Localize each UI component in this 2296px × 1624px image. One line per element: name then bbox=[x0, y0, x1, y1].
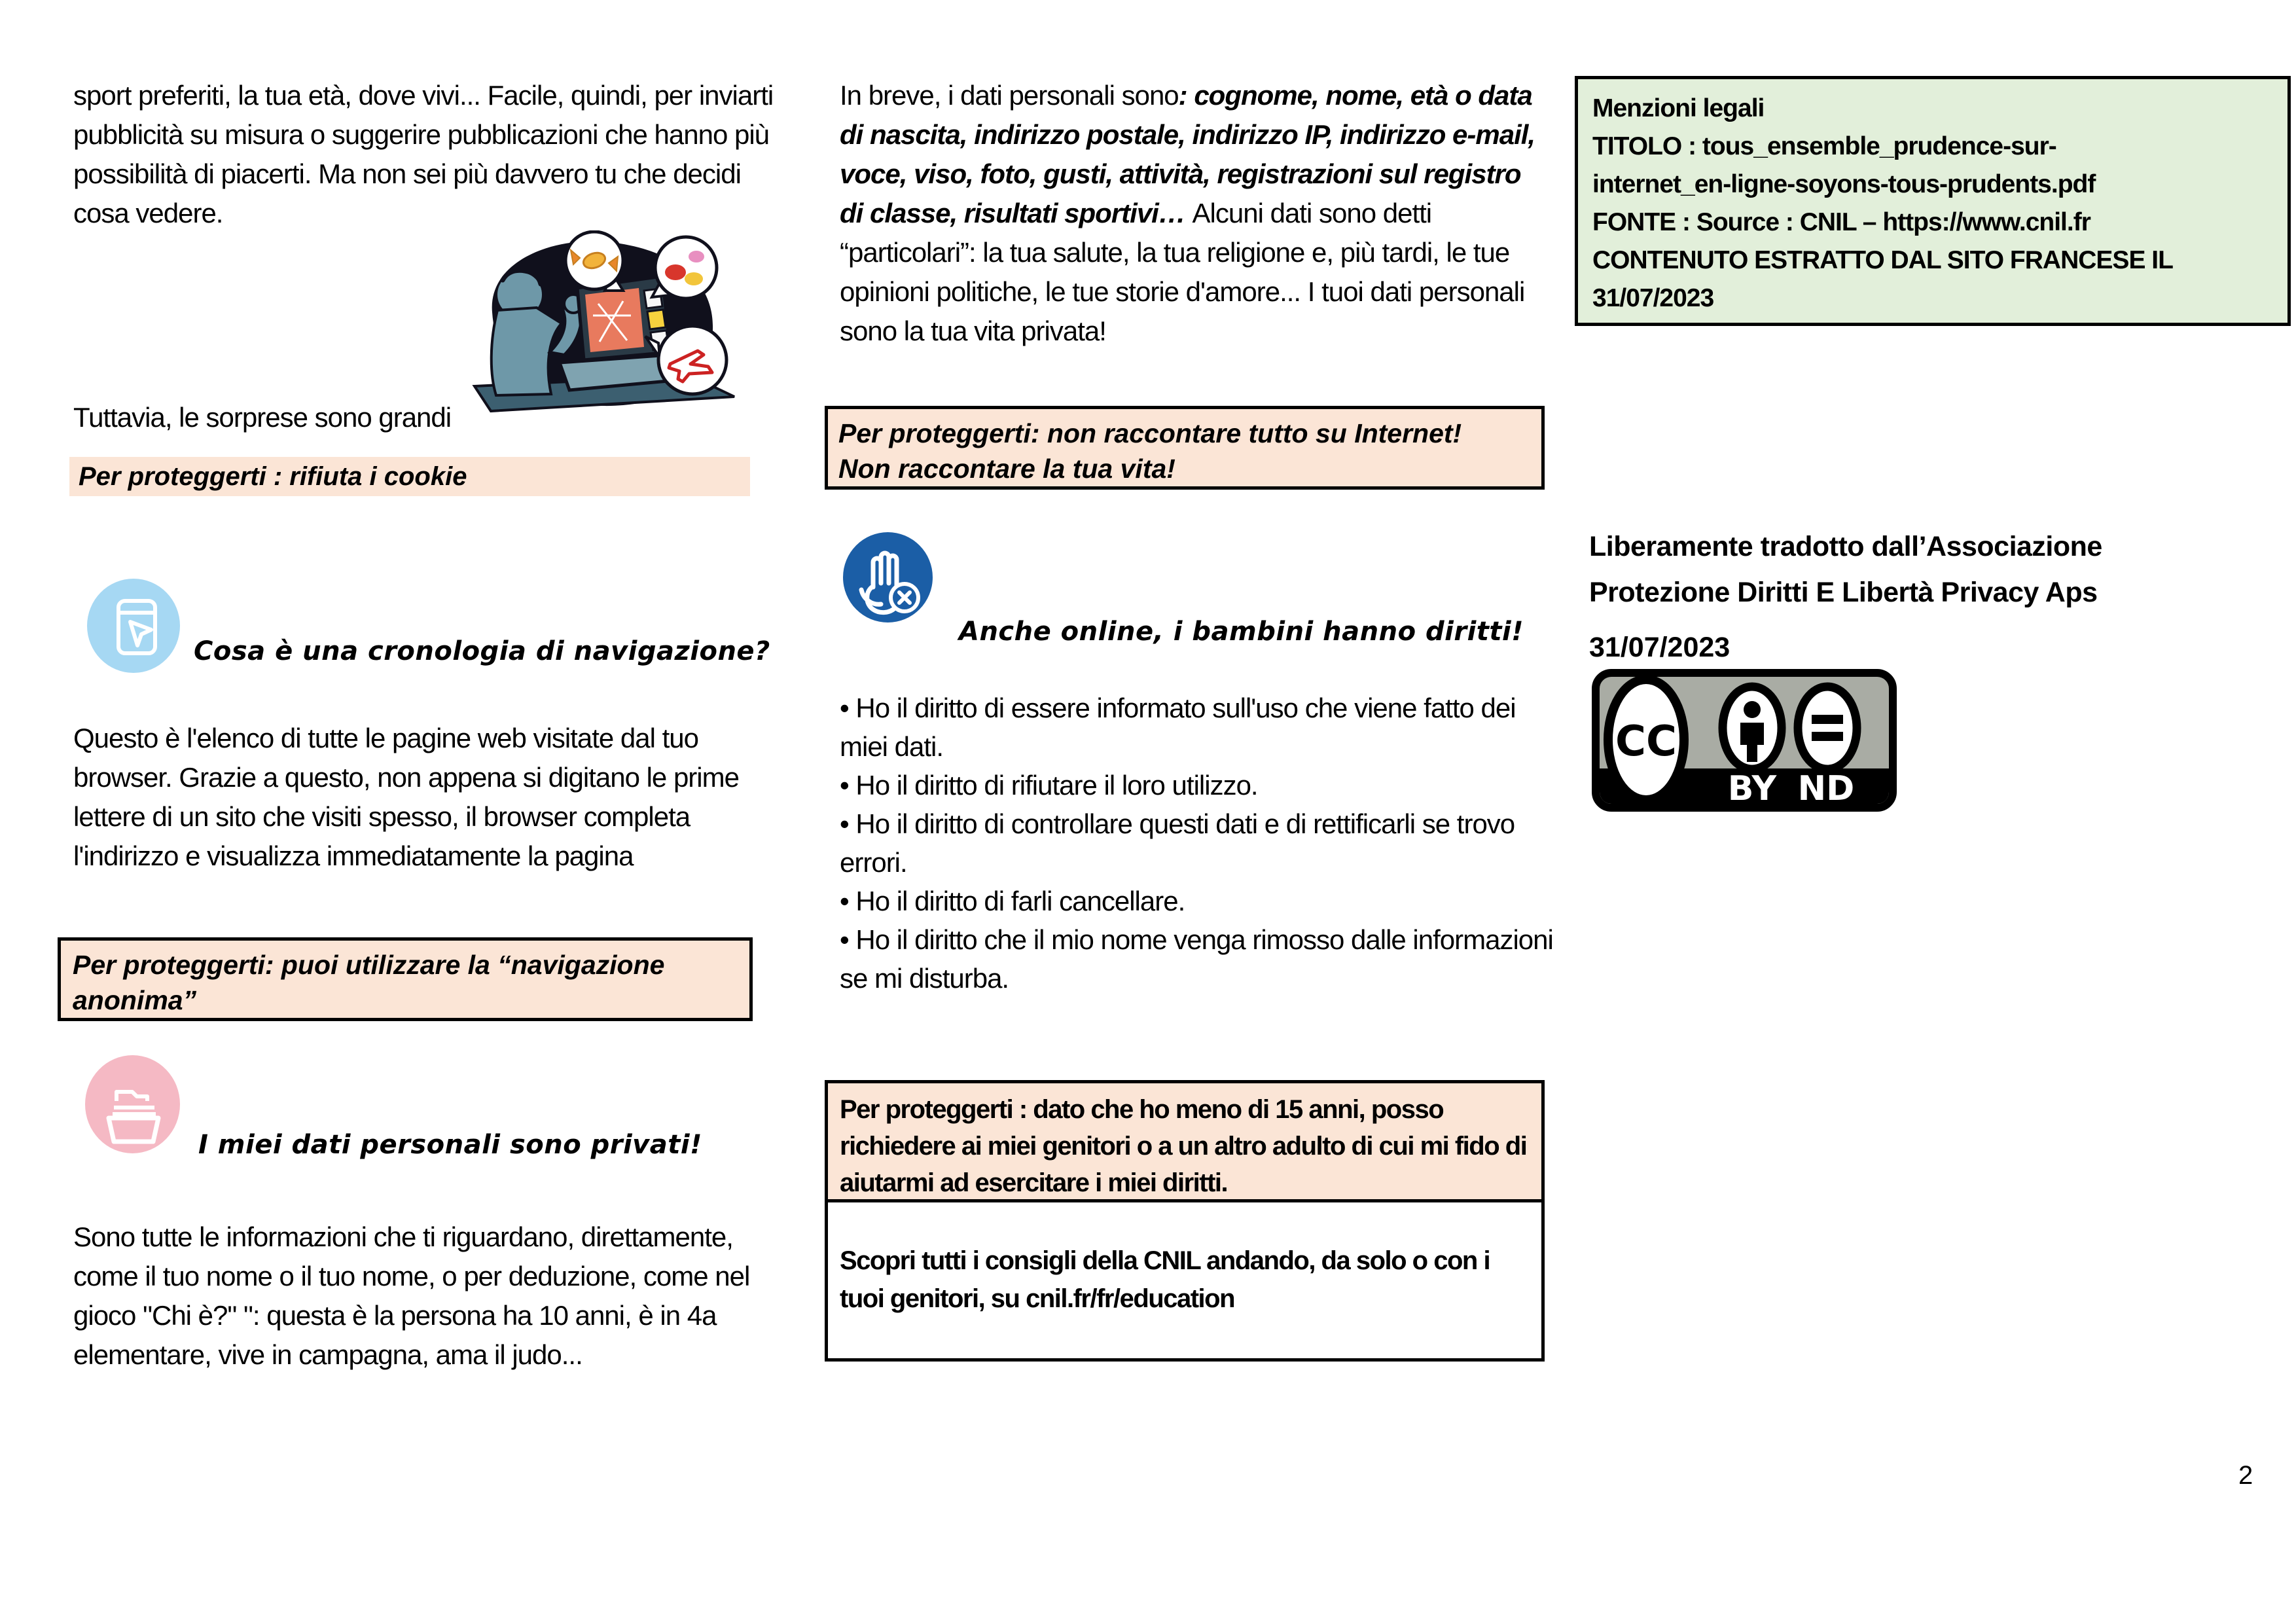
badge-by-label: BY bbox=[1727, 769, 1777, 808]
para-bold-data-types: : cognome, nome, età o data di nascita, indirizzo postale, indirizzo IP, indirizzo e-mail, voce, viso, foto, gusti, attività, registrazioni sul registro di classe, risultati sportivi… bbox=[840, 80, 1535, 228]
para-regular-intro: In breve, i dati personali sono bbox=[840, 80, 1179, 111]
tip-dont-tell-all-line1: Per proteggerti: non raccontare tutto su Internet! bbox=[838, 418, 1462, 448]
heading-children-rights: Anche online, i bambini hanno diritti! bbox=[959, 617, 1524, 647]
personal-data-folder-icon bbox=[85, 1055, 180, 1153]
cnil-advice-box: Scopri tutti i consigli della CNIL andando, da solo o con i tuoi genitori, su cnil.fr/fr/education bbox=[825, 1199, 1545, 1362]
laptop-ads-illustration-svg bbox=[452, 230, 736, 422]
tip-dont-tell-all-line2: Non raccontare la tua vita! bbox=[838, 454, 1175, 484]
legal-mentions-box bbox=[1575, 76, 2291, 326]
right-item-refuse: • Ho il diritto di rifiutare il loro utilizzo. bbox=[840, 770, 1258, 801]
badge-nd-label: ND bbox=[1797, 769, 1855, 808]
right-item-delete: • Ho il diritto di farli cancellare. bbox=[840, 886, 1185, 916]
legal-line-title: Menzioni legali bbox=[1592, 94, 1765, 122]
translation-note bbox=[1589, 524, 2270, 615]
right-item-remove-name: • Ho il diritto che il mio nome venga rimosso dalle informazioni se mi disturba. bbox=[840, 924, 1553, 994]
caption-surprises: Tuttavia, le sorprese sono grandi bbox=[73, 402, 452, 433]
children-rights-list bbox=[840, 689, 1556, 998]
tip-anonymous-browsing-box bbox=[58, 937, 753, 1021]
legal-line-source: FONTE : Source : CNIL – https://www.cnil.fr bbox=[1592, 208, 2090, 236]
page-number: 2 bbox=[2238, 1461, 2253, 1490]
right-item-control: • Ho il diritto di controllare questi dati e di rettificarli se trovo errori. bbox=[840, 808, 1515, 878]
tip-anonymous-browsing-line1: Per proteggerti: puoi utilizzare la “navigazione bbox=[73, 950, 665, 980]
translation-note-line1: Liberamente tradotto dall’Associazione bbox=[1589, 531, 2102, 562]
paragraph-browsing-history: Questo è l'elenco di tutte le pagine web visitate dal tuo browser. Grazie a questo, non appena si digitano le prime lettere di un sito che visiti spesso, il browser completa l'indirizzo e visualizza immediatamente la pagina bbox=[73, 723, 739, 871]
cc-by-nd-badge bbox=[1592, 669, 1897, 812]
tip-anonymous-browsing-line2: anonima” bbox=[73, 985, 197, 1015]
paragraph-personal-data-definition: Sono tutte le informazioni che ti riguardano, direttamente, come il tuo nome o il tuo nome, o per deduzione, come nel gioco "Chi è?" ": questa è la persona ha 10 anni, è in 4a elementare, vive in campagna, ama il judo... bbox=[73, 1221, 750, 1370]
paragraph-tracking-intro: sport preferiti, la tua età, dove vivi... Facile, quindi, per inviarti pubblicità su misura o suggerire pubblicazioni che hanno più possibilità di piacerti. Ma non sei più davvero tu che decidi cosa vedere. bbox=[73, 80, 774, 228]
stop-hand-icon bbox=[843, 532, 933, 623]
translation-note-line2: Protezione Diritti E Libertà Privacy Aps bbox=[1589, 577, 2098, 608]
legal-line-date: 31/07/2023 bbox=[1592, 284, 1714, 312]
translation-date: 31/07/2023 bbox=[1589, 632, 1731, 663]
heading-browsing-history: Cosa è una cronologia di navigazione? bbox=[194, 636, 770, 666]
para-regular-rest: Alcuni dati sono detti “particolari”: la tua salute, la tua religione e, più tardi, le tue opinioni politiche, le tue storie d'amore... I tuoi dati personali sono la tua vita privata! bbox=[840, 198, 1525, 346]
paragraph-personal-data-list bbox=[840, 76, 1550, 351]
tip-under-15-box: Per proteggerti : dato che ho meno di 15 anni, posso richiedere ai miei genitori o a un altro adulto di cui mi fido di aiutarmi ad esercitare i miei diritti. bbox=[825, 1080, 1545, 1202]
tip-dont-tell-all-box bbox=[825, 406, 1545, 490]
no-derivatives-equals-icon bbox=[1798, 687, 1857, 769]
tip-refuse-cookies-highlight: Per proteggerti : rifiuta i cookie bbox=[69, 457, 750, 496]
svg-text:CC: CC bbox=[1615, 717, 1677, 766]
legal-line-extracted: CONTENUTO ESTRATTO DAL SITO FRANCESE IL bbox=[1592, 246, 2173, 274]
browsing-history-icon bbox=[87, 579, 180, 673]
right-item-informed: • Ho il diritto di essere informato sull'uso che viene fatto dei miei dati. bbox=[840, 693, 1516, 762]
legal-line-filename-2: internet_en-ligne-soyons-tous-prudents.pdf bbox=[1592, 170, 2096, 198]
laptop-ads-illustration bbox=[452, 230, 736, 422]
legal-line-filename-1: TITOLO : tous_ensemble_prudence-sur- bbox=[1592, 132, 2056, 160]
heading-personal-data-private: I miei dati personali sono privati! bbox=[198, 1130, 702, 1160]
